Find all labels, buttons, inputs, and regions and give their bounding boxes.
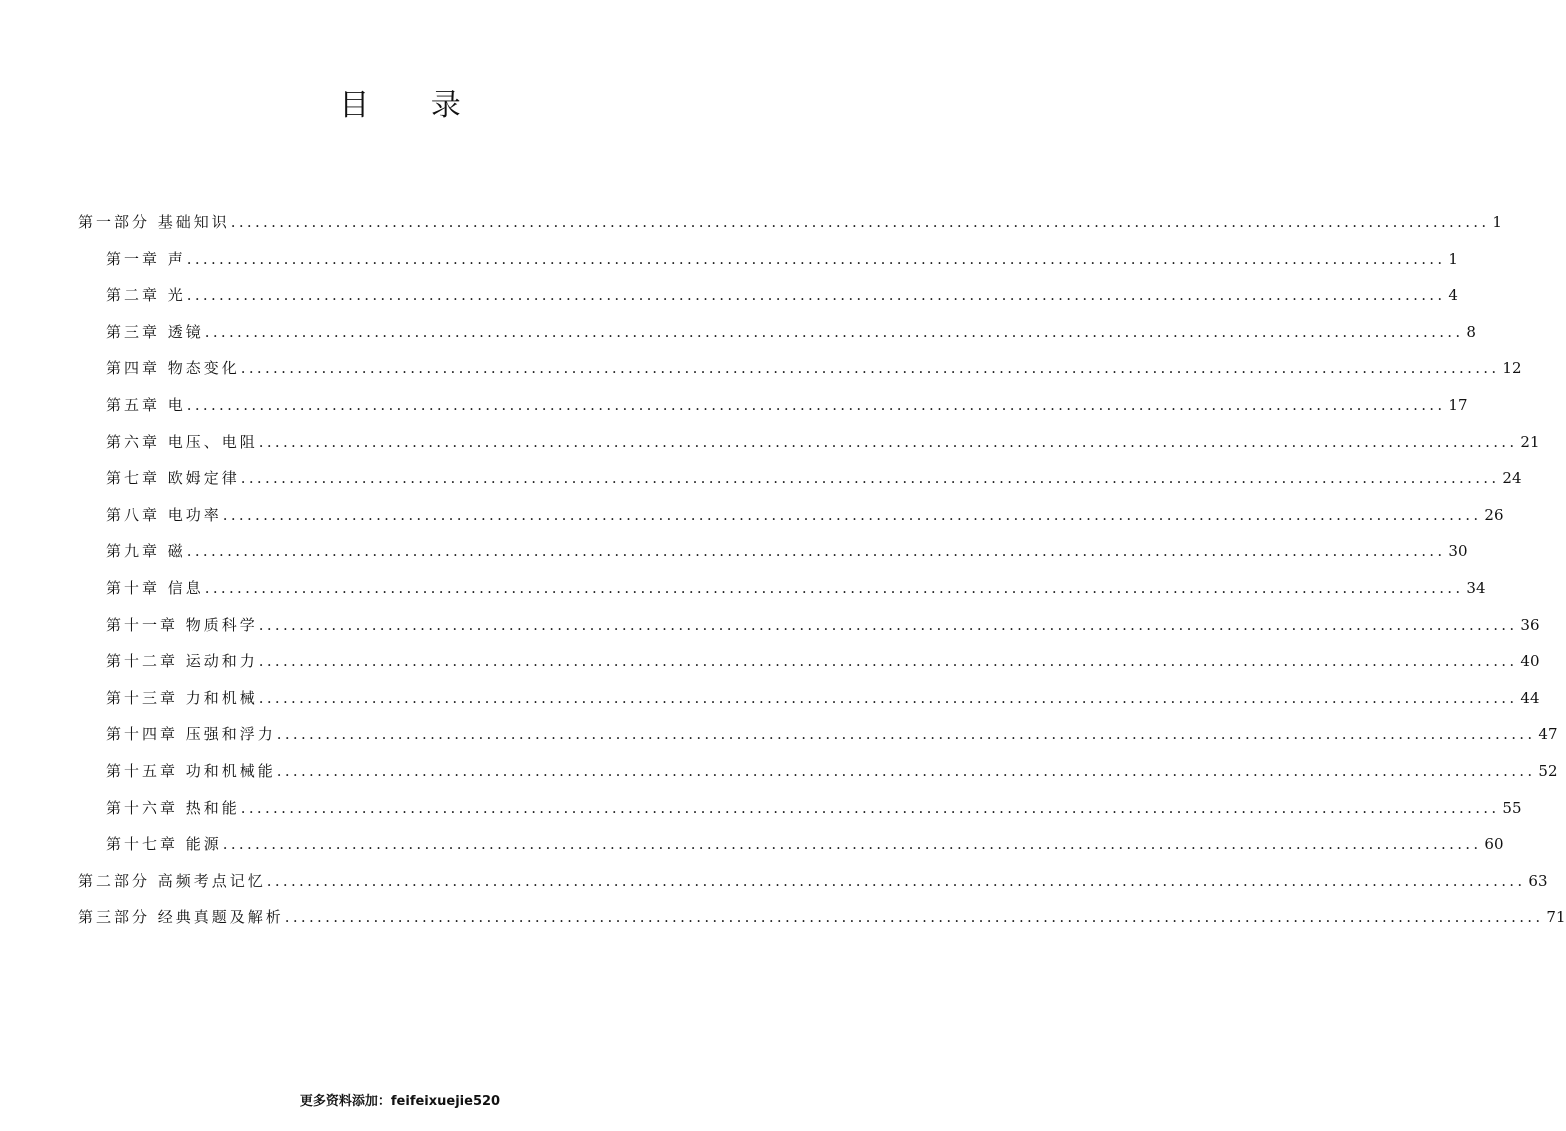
toc-dot-leader: ............................................................................................................................................................ — [266, 871, 1526, 890]
toc-dot-leader: ............................................................................................................................................................ — [186, 542, 1446, 561]
toc-entry-label: 第十六章 热和能 — [106, 798, 240, 817]
toc-page-number: 30 — [1448, 542, 1468, 561]
toc-page-number: 4 — [1448, 286, 1458, 305]
toc-page-number: 47 — [1538, 725, 1558, 744]
toc-entry-chapter-7[interactable] — [78, 460, 1522, 497]
toc-dot-leader: ............................................................................................................................................................ — [276, 725, 1536, 744]
toc-dot-leader: ............................................................................................................................................................ — [186, 395, 1446, 414]
toc-dot-leader: ............................................................................................................................................................ — [186, 286, 1446, 305]
toc-dot-leader: ............................................................................................................................................................ — [204, 578, 1464, 597]
toc-entry-chapter-5[interactable] — [78, 387, 1468, 424]
toc-page-number: 34 — [1466, 578, 1486, 597]
toc-dot-leader: ............................................................................................................................................................ — [240, 469, 1500, 488]
toc-entry-chapter-6[interactable] — [78, 424, 1540, 461]
toc-page-number: 26 — [1484, 505, 1504, 524]
toc-entry-part-1[interactable] — [78, 204, 1502, 241]
toc-dot-leader: ............................................................................................................................................................ — [258, 615, 1518, 634]
toc-page-number: 36 — [1520, 615, 1540, 634]
toc-entry-chapter-3[interactable] — [78, 314, 1476, 351]
toc-dot-leader: ............................................................................................................................................................ — [204, 322, 1464, 341]
toc-dot-leader: ............................................................................................................................................................ — [276, 761, 1536, 780]
toc-entry-chapter-13[interactable] — [78, 680, 1540, 717]
toc-entry-chapter-16[interactable] — [78, 790, 1522, 827]
toc-entry-chapter-8[interactable] — [78, 497, 1504, 534]
toc-entry-chapter-12[interactable] — [78, 643, 1540, 680]
toc-page-number: 40 — [1520, 652, 1540, 671]
toc-entry-chapter-4[interactable] — [78, 350, 1522, 387]
toc-entry-label: 第六章 电压、电阻 — [106, 432, 258, 451]
toc-page-number: 71 — [1546, 908, 1566, 927]
toc-entry-label: 第十三章 力和机械 — [106, 688, 258, 707]
toc-entry-label: 第一部分 基础知识 — [78, 213, 230, 231]
toc-entry-label: 第七章 欧姆定律 — [106, 469, 240, 488]
toc-entry-label: 第八章 电功率 — [106, 505, 222, 524]
toc-entry-label: 第四章 物态变化 — [106, 359, 240, 378]
toc-page-number: 1 — [1448, 249, 1458, 268]
toc-dot-leader: ............................................................................................................................................................ — [230, 213, 1490, 231]
toc-entry-chapter-2[interactable] — [78, 277, 1458, 314]
table-of-contents — [78, 204, 1566, 936]
toc-dot-leader: ............................................................................................................................................................ — [258, 652, 1518, 671]
toc-dot-leader: ............................................................................................................................................................ — [240, 359, 1500, 378]
toc-entry-chapter-15[interactable] — [78, 753, 1558, 790]
toc-entry-label: 第十四章 压强和浮力 — [106, 725, 276, 744]
toc-dot-leader: ............................................................................................................................................................ — [222, 835, 1482, 854]
toc-entry-chapter-10[interactable] — [78, 570, 1486, 607]
page-title: 目 录 — [339, 88, 487, 123]
toc-entry-chapter-9[interactable] — [78, 533, 1468, 570]
toc-dot-leader: ............................................................................................................................................................ — [258, 432, 1518, 451]
toc-entry-label: 第九章 磁 — [106, 542, 186, 561]
toc-entry-label: 第二部分 高频考点记忆 — [78, 871, 266, 890]
toc-page-number: 8 — [1466, 322, 1476, 341]
footer-contact-note: 更多资料添加：feifeixuejie520 — [299, 1094, 501, 1109]
toc-page-number: 12 — [1502, 359, 1522, 378]
toc-page-number: 17 — [1448, 395, 1468, 414]
toc-entry-part-3[interactable] — [78, 899, 1566, 936]
toc-entry-label: 第五章 电 — [106, 395, 186, 414]
toc-page-number: 63 — [1528, 871, 1548, 890]
toc-page-number: 55 — [1502, 798, 1522, 817]
toc-entry-label: 第十二章 运动和力 — [106, 652, 258, 671]
toc-entry-label: 第二章 光 — [106, 286, 186, 305]
toc-dot-leader: ............................................................................................................................................................ — [222, 505, 1482, 524]
toc-page-number: 24 — [1502, 469, 1522, 488]
toc-page-number: 21 — [1520, 432, 1540, 451]
toc-dot-leader: ............................................................................................................................................................ — [240, 798, 1500, 817]
toc-entry-chapter-11[interactable] — [78, 607, 1540, 644]
toc-entry-label: 第十五章 功和机械能 — [106, 761, 276, 780]
toc-dot-leader: ............................................................................................................................................................ — [258, 688, 1518, 707]
toc-entry-label: 第十章 信息 — [106, 578, 204, 597]
toc-entry-chapter-1[interactable] — [78, 241, 1458, 278]
toc-entry-part-2[interactable] — [78, 863, 1548, 900]
toc-entry-chapter-17[interactable] — [78, 826, 1504, 863]
toc-dot-leader: ............................................................................................................................................................ — [186, 249, 1446, 268]
toc-entry-label: 第三章 透镜 — [106, 322, 204, 341]
toc-entry-label: 第一章 声 — [106, 249, 186, 268]
toc-entry-label: 第三部分 经典真题及解析 — [78, 908, 284, 927]
toc-page-number: 60 — [1484, 835, 1504, 854]
toc-dot-leader: ............................................................................................................................................................ — [284, 908, 1544, 927]
toc-page-number: 44 — [1520, 688, 1540, 707]
toc-page-number: 52 — [1538, 761, 1558, 780]
toc-entry-label: 第十七章 能源 — [106, 835, 222, 854]
toc-entry-label: 第十一章 物质科学 — [106, 615, 258, 634]
toc-entry-chapter-14[interactable] — [78, 716, 1558, 753]
toc-page-number: 1 — [1492, 213, 1502, 231]
